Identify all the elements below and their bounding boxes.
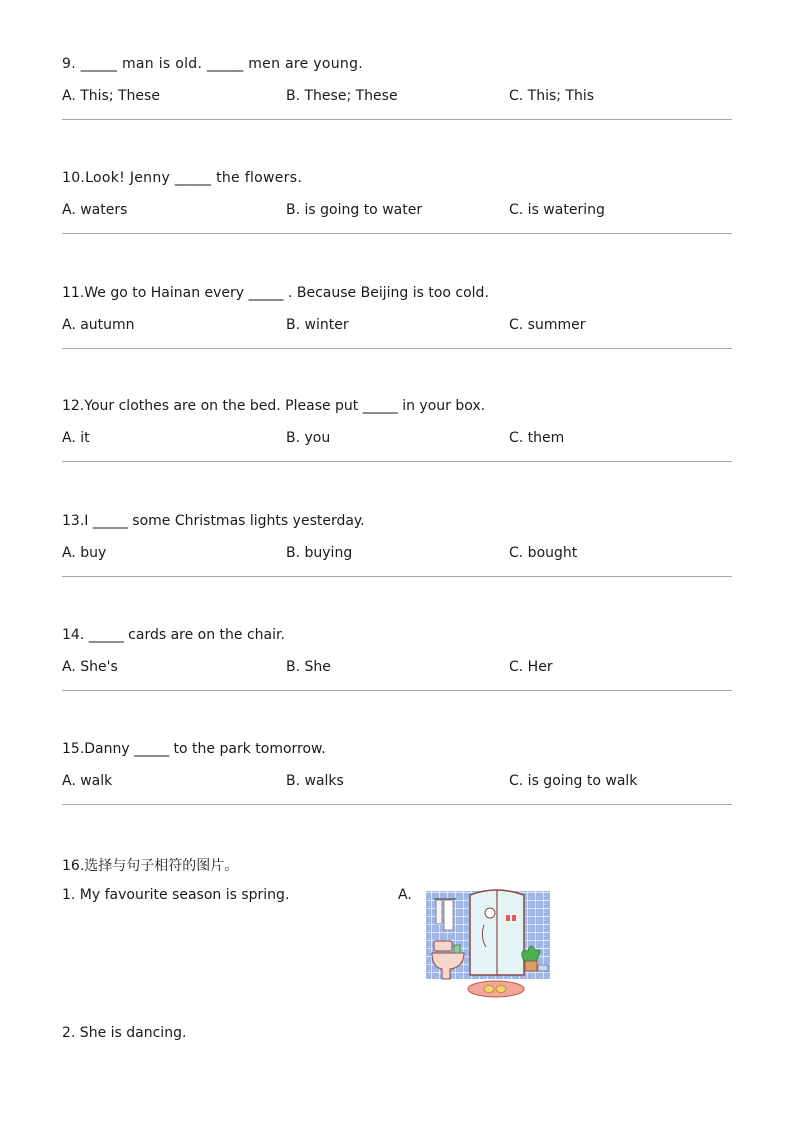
bath-mat-icon [468,981,524,997]
option-b[interactable]: B. buying [286,545,353,561]
option-c[interactable]: C. bought [509,545,578,561]
divider [62,690,732,691]
option-a[interactable]: A. She's [62,659,118,675]
question-stem: 12.Your clothes are on the bed. Please put _____ in your box. [62,398,486,414]
option-a[interactable]: A. buy [62,545,107,561]
option-b[interactable]: B. walks [286,773,344,789]
option-c[interactable]: C. summer [509,317,586,333]
option-a[interactable]: A. This; These [62,88,160,104]
options [62,430,732,450]
option-b[interactable]: B. winter [286,317,349,333]
question-stem: 15.Danny _____ to the park tomorrow. [62,741,326,757]
option-c[interactable]: C. Her [509,659,553,675]
option-b[interactable]: B. These; These [286,88,398,104]
bathroom-picture[interactable] [424,885,554,1005]
options [62,88,732,108]
question-stem: 9. _____ man is old. _____ men are young. [62,56,364,72]
matching-item-2: 2. She is dancing. [62,1025,187,1041]
matching-item-1: 1. My favourite season is spring. [62,887,290,903]
question-stem: 13.I _____ some Christmas lights yesterday. [62,513,365,529]
options [62,317,732,337]
option-c[interactable]: C. This; This [509,88,595,104]
option-b[interactable]: B. is going to water [286,202,423,218]
options [62,659,732,679]
divider [62,804,732,805]
divider [62,348,732,349]
option-c[interactable]: C. them [509,430,565,446]
picture-label-a[interactable]: A. [398,887,412,903]
question-stem: 10.Look! Jenny _____ the flowers. [62,170,303,186]
option-a[interactable]: A. it [62,430,90,446]
option-c[interactable]: C. is going to walk [509,773,638,789]
question-stem: 14. _____ cards are on the chair. [62,627,285,643]
divider [62,119,732,120]
matching-title: 16.选择与句子相符的图片。 [62,858,239,874]
option-a[interactable]: A. autumn [62,317,135,333]
option-a[interactable]: A. waters [62,202,128,218]
divider [62,461,732,462]
option-b[interactable]: B. you [286,430,331,446]
options [62,545,732,565]
options [62,202,732,222]
options [62,773,732,793]
divider [62,233,732,234]
divider [62,576,732,577]
option-a[interactable]: A. walk [62,773,113,789]
option-c[interactable]: C. is watering [509,202,605,218]
shower-cabin-icon [470,890,524,975]
option-b[interactable]: B. She [286,659,331,675]
question-stem: 11.We go to Hainan every _____ . Because Beijing is too cold. [62,285,489,301]
